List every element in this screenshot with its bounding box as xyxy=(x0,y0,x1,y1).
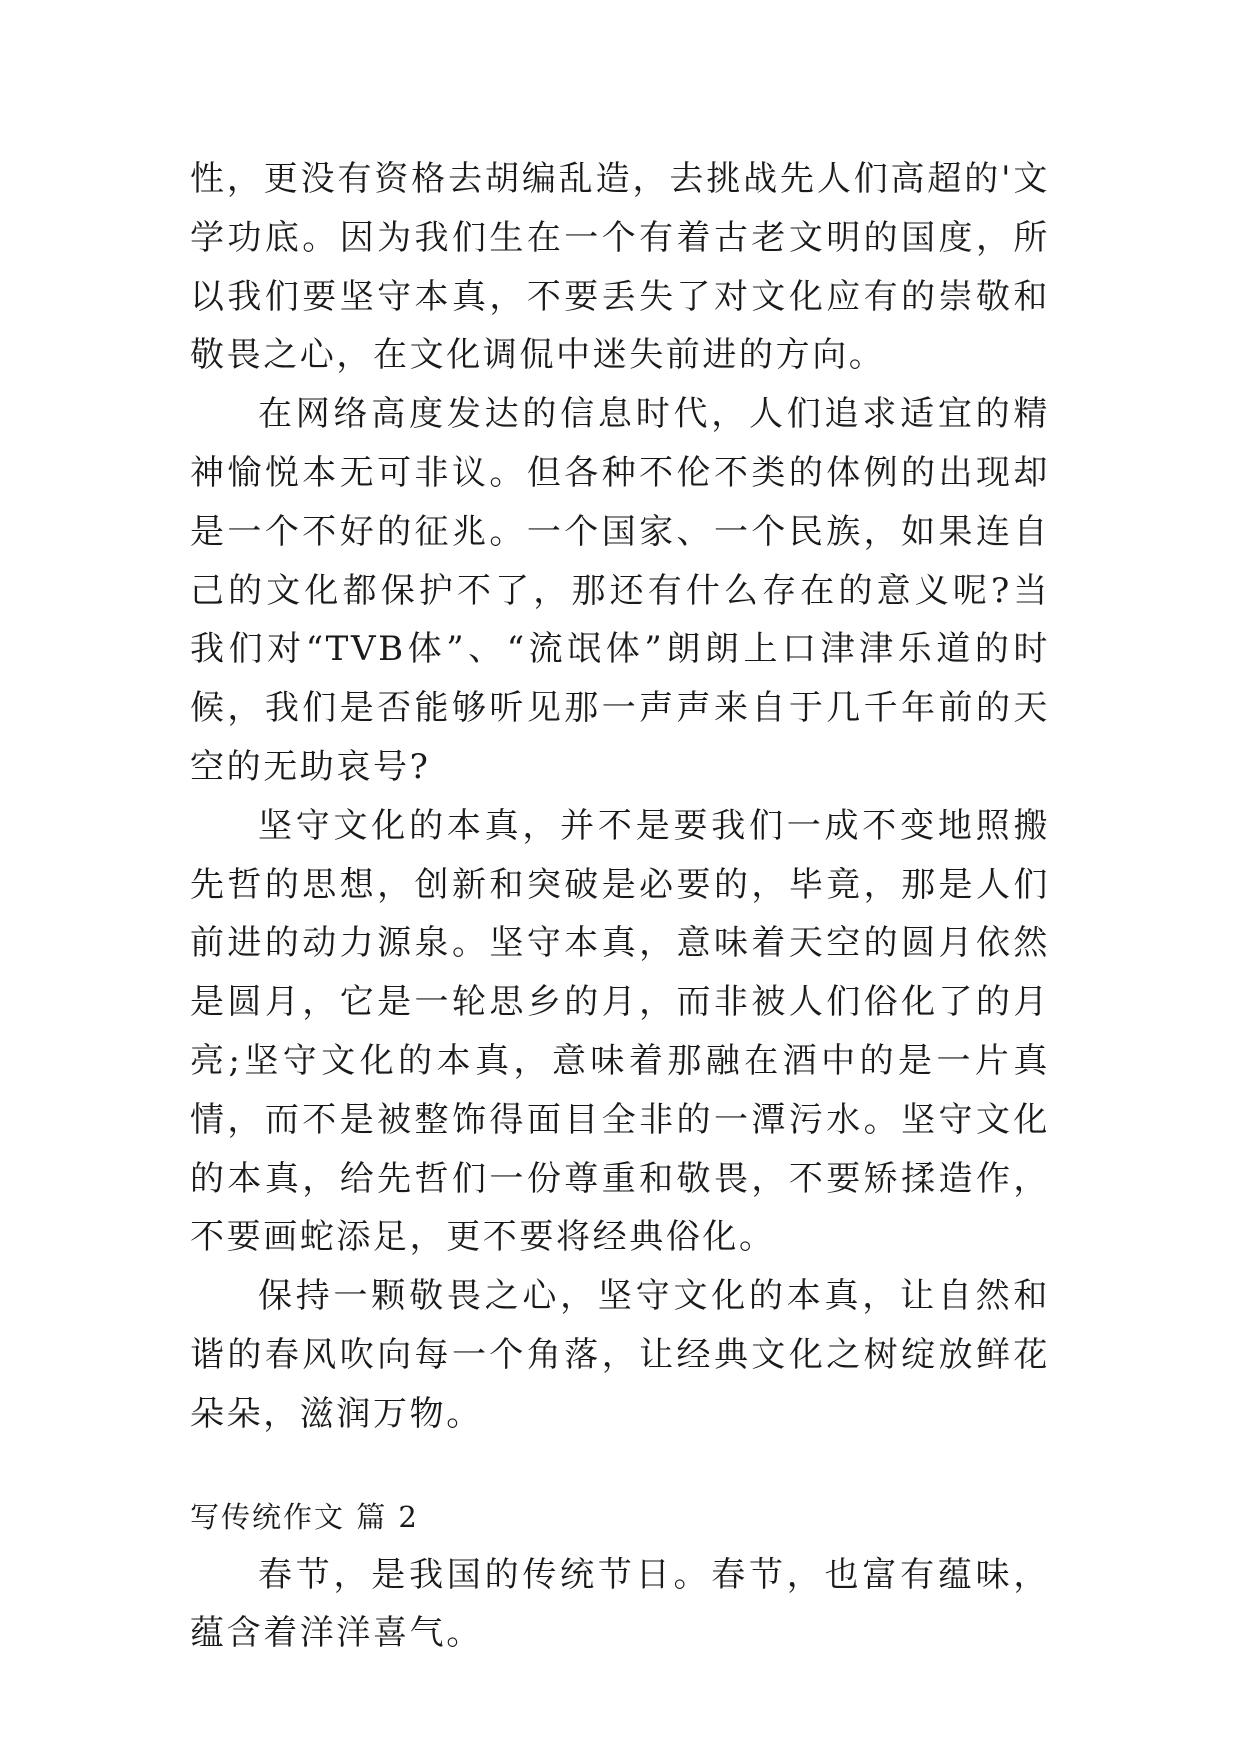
section-heading: 写传统作文 篇 2 xyxy=(190,1499,419,1534)
paragraph: 性，更没有资格去胡编乱造，去挑战先人们高超的'文学功底。因为我们生在一个有着古老文明的国度，所以我们要坚守本真，不要丢失了对文化应有的崇敬和敬畏之心，在文化调侃中迷失前进的方向。 xyxy=(190,159,1050,376)
paragraph: 春节，是我国的传统节日。春节，也富有蕴味，蕴含着洋洋喜气。 xyxy=(190,1554,1050,1654)
paragraph: 坚守文化的本真，并不是要我们一成不变地照搬先哲的思想，创新和突破是必要的，毕竟，那是人们前进的动力源泉。坚守本真，意味着天空的圆月依然是圆月，它是一轮思乡的月，而非被人们俗化了的月亮;坚守文化的本真，意味着那融在酒中的是一片真情，而不是被整饰得面目全非的一潭污水。坚守文化的本真，给先哲们一份尊重和敬畏，不要矫揉造作，不要画蛇添足，更不要将经典俗化。 xyxy=(190,805,1050,1258)
paragraph: 在网络高度发达的信息时代，人们追求适宜的精神愉悦本无可非议。但各种不伦不类的体例的出现却是一个不好的征兆。一个国家、一个民族，如果连自己的文化都保护不了，那还有什么存在的意义呢?当我们对“TVB体”、“流氓体”朗朗上口津津乐道的时候，我们是否能够听见那一声声来自于几千年前的天空的无助哀号? xyxy=(190,394,1050,787)
document-body xyxy=(190,150,1050,1663)
paragraph: 保持一颗敬畏之心，坚守文化的本真，让自然和谐的春风吹向每一个角落，让经典文化之树绽放鲜花朵朵，滋润万物。 xyxy=(190,1276,1050,1434)
